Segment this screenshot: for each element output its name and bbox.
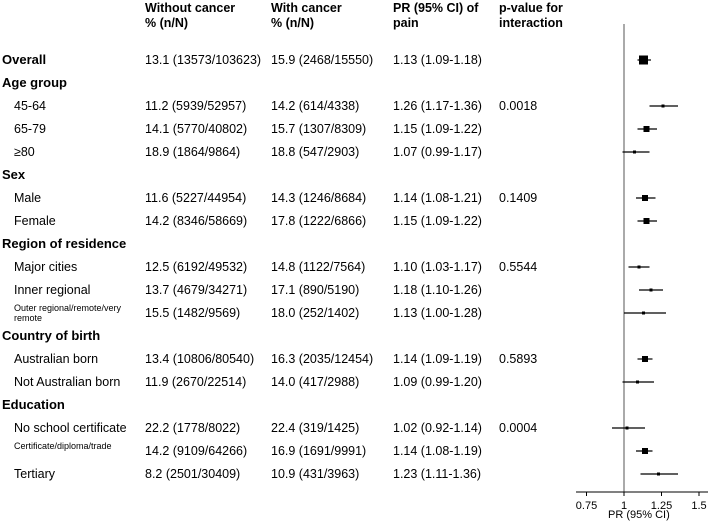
without-cancer-value: 13.4 (10806/80540) — [145, 352, 255, 366]
point-estimate — [639, 56, 648, 65]
header-with-cancer: With cancer % (n/N) — [271, 1, 342, 30]
row-label: Not Australian born — [14, 375, 121, 389]
row-label: Overall — [2, 52, 47, 67]
point-estimate — [633, 151, 636, 154]
without-cancer-value: 18.9 (1864/9864) — [145, 145, 241, 159]
p-interaction-value: 0.5893 — [499, 352, 538, 366]
pr-value: 1.02 (0.92-1.14) — [393, 421, 482, 435]
point-estimate — [636, 381, 639, 384]
with-cancer-value: 14.8 (1122/7564) — [271, 260, 366, 274]
with-cancer-value: 22.4 (319/1425) — [271, 421, 360, 435]
row-label: Sex — [2, 167, 26, 182]
p-interaction-value: 0.0004 — [499, 421, 538, 435]
pr-value: 1.14 (1.09-1.19) — [393, 352, 482, 366]
pr-value: 1.10 (1.03-1.17) — [393, 260, 482, 274]
with-cancer-value: 14.2 (614/4338) — [271, 99, 360, 113]
header-without-cancer: Without cancer % (n/N) — [145, 1, 236, 30]
x-tick-label: 1.5 — [691, 500, 707, 512]
point-estimate — [657, 473, 660, 476]
without-cancer-value: 14.2 (9109/64266) — [145, 444, 248, 458]
row-label: Education — [2, 397, 65, 412]
without-cancer-value: 11.2 (5939/52957) — [145, 99, 247, 113]
with-cancer-value: 17.8 (1222/6866) — [271, 214, 367, 228]
p-interaction-value: 0.1409 — [499, 191, 538, 205]
pr-value: 1.18 (1.10-1.26) — [393, 283, 482, 297]
without-cancer-value: 14.2 (8346/58669) — [145, 214, 248, 228]
with-cancer-value: 14.0 (417/2988) — [271, 375, 360, 389]
row-label: Male — [14, 191, 42, 205]
point-estimate — [642, 448, 648, 454]
row-label: Country of birth — [2, 328, 101, 343]
x-axis-title: PR (95% CI) — [608, 509, 670, 521]
x-tick-label: 1 — [620, 500, 628, 512]
with-cancer-value: 16.9 (1691/9991) — [271, 444, 367, 458]
pr-value: 1.23 (1.11-1.36) — [393, 467, 482, 481]
row-label: Tertiary — [14, 467, 55, 481]
pr-value: 1.13 (1.00-1.28) — [393, 306, 482, 320]
point-estimate — [650, 289, 653, 292]
row-label: Female — [14, 214, 56, 228]
point-estimate — [662, 105, 665, 108]
with-cancer-value: 15.7 (1307/8309) — [271, 122, 367, 136]
with-cancer-value: 14.3 (1246/8684) — [271, 191, 367, 205]
header-pr: PR (95% CI) of pain — [393, 1, 479, 30]
without-cancer-value: 14.1 (5770/40802) — [145, 122, 248, 136]
row-label: 65-79 — [14, 122, 46, 136]
point-estimate — [642, 195, 648, 201]
row-label: 45-64 — [14, 99, 46, 113]
p-interaction-value: 0.5544 — [499, 260, 538, 274]
without-cancer-value: 12.5 (6192/49532) — [145, 260, 248, 274]
without-cancer-value: 13.7 (4679/34271) — [145, 283, 248, 297]
with-cancer-value: 10.9 (431/3963) — [271, 467, 360, 481]
row-label: Major cities — [14, 260, 78, 274]
x-tick-label: 0.75 — [575, 500, 598, 512]
point-estimate — [626, 427, 629, 430]
with-cancer-value: 18.0 (252/1402) — [271, 306, 360, 320]
pr-value: 1.07 (0.99-1.17) — [393, 145, 482, 159]
without-cancer-value: 8.2 (2501/30409) — [145, 467, 241, 481]
with-cancer-value: 17.1 (890/5190) — [271, 283, 360, 297]
row-label: Region of residence — [2, 236, 127, 251]
pr-value: 1.14 (1.08-1.21) — [393, 191, 482, 205]
row-label: Inner regional — [14, 283, 91, 297]
row-label: Certificate/diploma/trade — [14, 441, 112, 451]
without-cancer-value: 11.6 (5227/44954) — [145, 191, 247, 205]
row-label: ≥80 — [14, 145, 35, 159]
point-estimate — [644, 218, 650, 224]
row-label: Age group — [2, 75, 67, 90]
with-cancer-value: 15.9 (2468/15550) — [271, 53, 374, 67]
row-label: Outer regional/remote/very remote — [14, 303, 122, 323]
point-estimate — [642, 312, 645, 315]
header-p-interaction: p-value for interaction — [499, 1, 563, 30]
without-cancer-value: 13.1 (13573/103623) — [145, 53, 262, 67]
row-label: Australian born — [14, 352, 99, 366]
p-interaction-value: 0.0018 — [499, 99, 538, 113]
with-cancer-value: 16.3 (2035/12454) — [271, 352, 374, 366]
x-tick-label: 1.25 — [650, 500, 673, 512]
point-estimate — [638, 266, 641, 269]
pr-value: 1.09 (0.99-1.20) — [393, 375, 482, 389]
pr-value: 1.15 (1.09-1.22) — [393, 214, 482, 228]
pr-value: 1.14 (1.08-1.19) — [393, 444, 482, 458]
point-estimate — [642, 356, 648, 362]
without-cancer-value: 22.2 (1778/8022) — [145, 421, 241, 435]
pr-value: 1.26 (1.17-1.36) — [393, 99, 482, 113]
without-cancer-value: 15.5 (1482/9569) — [145, 306, 241, 320]
with-cancer-value: 18.8 (547/2903) — [271, 145, 360, 159]
row-label: No school certificate — [14, 421, 127, 435]
pr-value: 1.13 (1.09-1.18) — [393, 53, 482, 67]
without-cancer-value: 11.9 (2670/22514) — [145, 375, 247, 389]
point-estimate — [644, 126, 650, 132]
pr-value: 1.15 (1.09-1.22) — [393, 122, 482, 136]
